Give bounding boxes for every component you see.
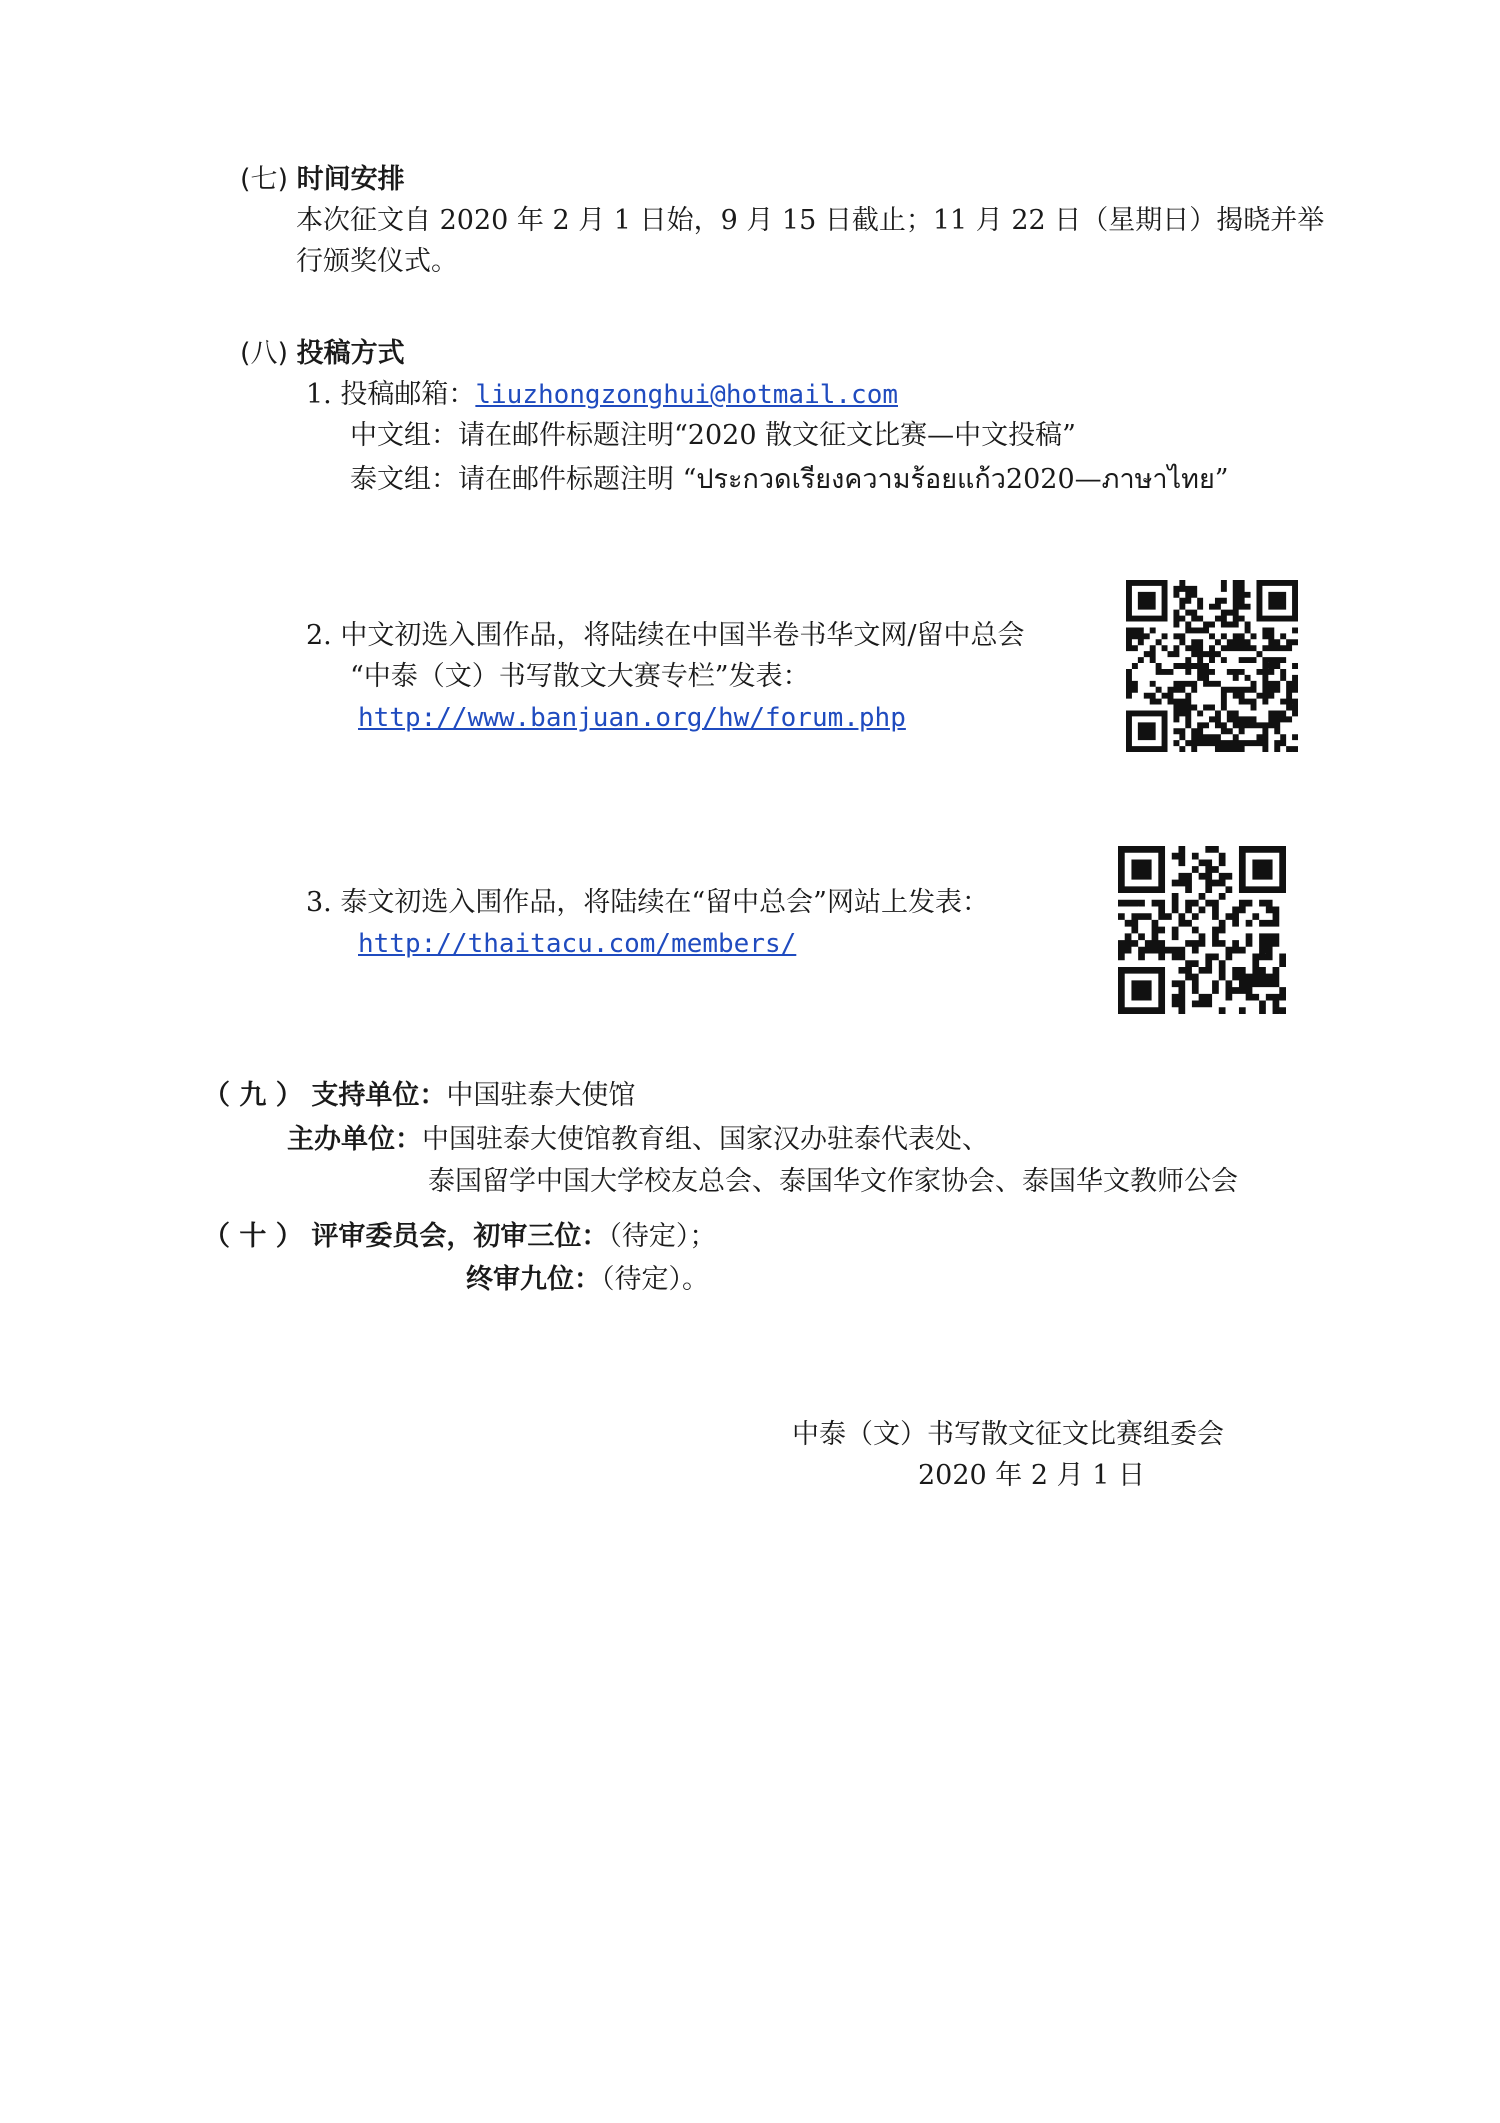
section-8-title: 投稿方式 <box>296 338 405 369</box>
section-8-number: (八) <box>240 338 289 369</box>
section-10-line1 <box>203 1217 716 1257</box>
section-7-body-line2: 行颁奖仪式。 <box>296 246 458 277</box>
item-3-number: 3. <box>306 887 332 918</box>
item-2-line1 <box>306 616 1024 656</box>
item-2-text-line2: “中泰（文）书写散文大赛专栏”发表： <box>350 661 810 692</box>
section-9-number: （ 九 ） <box>203 1080 303 1111</box>
item-3-url-line <box>358 924 796 964</box>
qr-code-icon-thaitacu <box>1118 846 1286 1014</box>
item-3-line1 <box>306 883 989 923</box>
section-7-title: 时间安排 <box>296 164 405 195</box>
item-2-url-line <box>358 698 906 738</box>
support-value: 中国驻泰大使馆 <box>446 1080 636 1111</box>
section-8-heading <box>240 334 405 374</box>
thaitacu-members-link[interactable]: http://thaitacu.com/members/ <box>358 929 797 959</box>
section-9-line1 <box>203 1076 635 1116</box>
final-review-label: 终审九位： <box>466 1264 601 1295</box>
item-2-text-line1: 中文初选入围作品，将陆续在中国半卷书华文网/留中总会 <box>340 620 1025 651</box>
host-label: 主办单位： <box>287 1124 422 1155</box>
section-7-heading <box>240 160 405 200</box>
item-1-number: 1. <box>306 379 332 410</box>
host-line2: 泰国留学中国大学校友总会、泰国华文作家协会、泰国华文教师公会 <box>428 1166 1238 1197</box>
item-1-label: 投稿邮箱： <box>340 379 476 410</box>
item-1-chinese-group-line: 中文组：请在邮件标题注明“2020 散文征文比赛—中文投稿” <box>350 420 1076 451</box>
review-committee-value: （待定）； <box>608 1221 717 1252</box>
qr-code-icon-banjuan <box>1126 580 1298 752</box>
item-2-number: 2. <box>306 620 332 651</box>
host-line1: 中国驻泰大使馆教育组、国家汉办驻泰代表处、 <box>422 1124 989 1155</box>
submission-email-link[interactable]: liuzhongzonghui@hotmail.com <box>475 380 898 410</box>
signature-organizer: 中泰（文）书写散文征文比赛组委会 <box>792 1419 1224 1450</box>
banjuan-forum-link[interactable]: http://www.banjuan.org/hw/forum.php <box>358 703 906 733</box>
section-7-body-line1: 本次征文自 2020 年 2 月 1 日始，9 月 15 日截止；11 月 22 日（星期日）揭晓并举 <box>296 205 1325 236</box>
final-review-value: （待定）。 <box>601 1264 709 1295</box>
section-7-number: (七) <box>240 164 289 195</box>
item-3-text-line1: 泰文初选入围作品，将陆续在“留中总会”网站上发表： <box>340 887 989 918</box>
support-label: 支持单位： <box>311 1080 447 1111</box>
signature-date: 2020 年 2 月 1 日 <box>918 1460 1145 1491</box>
section-10-line2 <box>466 1260 709 1300</box>
item-1-line <box>306 375 898 415</box>
section-10-number: （ 十 ） <box>203 1221 303 1252</box>
item-1-thai-group-line: 泰文组：请在邮件标题注明 “ประกวดเรียงความร้อยแก้ว2020—ภาษาไทย” <box>350 464 1229 495</box>
section-9-line2 <box>287 1120 989 1160</box>
review-committee-label: 评审委员会，初审三位： <box>311 1221 609 1252</box>
